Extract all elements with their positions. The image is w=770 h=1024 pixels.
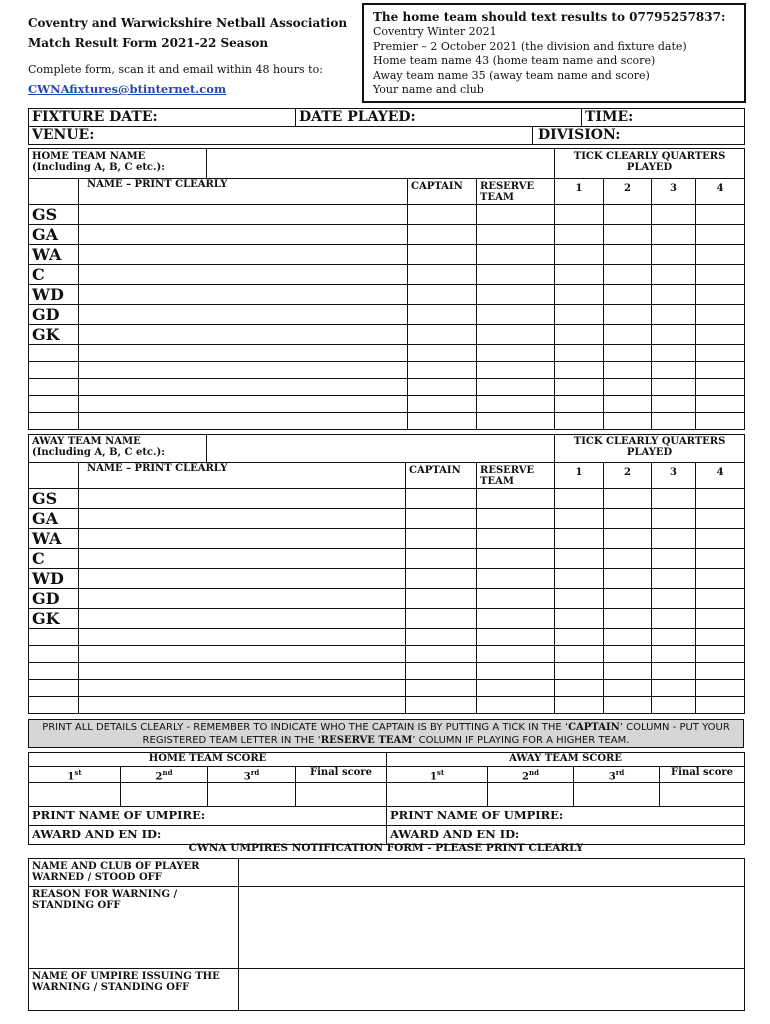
q3-cell[interactable] — [652, 489, 696, 509]
player-name-cell[interactable] — [79, 697, 406, 714]
q3-cell[interactable] — [652, 285, 696, 305]
table-row — [29, 325, 745, 345]
header-blank — [29, 463, 79, 489]
captain-cell[interactable] — [408, 265, 477, 285]
q4-cell[interactable] — [696, 225, 745, 245]
player-name-cell[interactable] — [79, 663, 406, 680]
player-name-cell[interactable] — [79, 345, 408, 362]
q2-cell[interactable] — [604, 379, 652, 396]
captain-cell[interactable] — [408, 325, 477, 345]
q1-cell[interactable] — [555, 509, 604, 529]
position-ga: GA — [29, 509, 79, 529]
q2-cell[interactable] — [604, 663, 652, 680]
venue-field[interactable]: VENUE: — [29, 127, 533, 145]
player-name-cell[interactable] — [79, 509, 406, 529]
umpire-form-title: CWNA UMPIRES NOTIFICATION FORM - PLEASE PRINT CLEARLY — [188, 842, 584, 854]
reserve-cell[interactable] — [477, 305, 555, 325]
player-name-cell[interactable] — [79, 589, 406, 609]
q4-cell[interactable] — [696, 379, 745, 396]
score-table — [28, 752, 745, 845]
q4-cell[interactable] — [696, 609, 745, 629]
home-umpire-name-field[interactable]: PRINT NAME OF UMPIRE: — [29, 807, 387, 826]
player-name-cell[interactable] — [79, 629, 406, 646]
q4-cell[interactable] — [696, 663, 745, 680]
q1-cell[interactable] — [555, 362, 604, 379]
q3-cell[interactable] — [652, 569, 696, 589]
home-team-name-label: HOME TEAM NAME (Including A, B, C etc.): — [29, 149, 207, 179]
player-name-cell[interactable] — [79, 489, 406, 509]
table-row — [29, 589, 745, 609]
player-name-cell[interactable] — [79, 265, 408, 285]
q4-cell[interactable] — [696, 629, 745, 646]
captain-cell[interactable] — [408, 379, 477, 396]
q2-cell[interactable] — [604, 325, 652, 345]
q3-cell[interactable] — [652, 413, 696, 430]
position-c: C — [29, 549, 79, 569]
position-c: C — [29, 265, 79, 285]
player-name-cell[interactable] — [79, 245, 408, 265]
position-wa: WA — [29, 245, 79, 265]
reserve-cell[interactable] — [477, 609, 555, 629]
q1-cell[interactable] — [555, 646, 604, 663]
umpire-notification-table — [28, 858, 745, 1011]
player-warned-input[interactable] — [239, 859, 745, 887]
q2-cell[interactable] — [604, 265, 652, 285]
player-name-cell[interactable] — [79, 285, 408, 305]
q1-cell[interactable] — [555, 379, 604, 396]
q1-cell[interactable] — [555, 305, 604, 325]
captain-cell[interactable] — [406, 663, 477, 680]
q4-cell[interactable] — [696, 325, 745, 345]
table-row — [29, 305, 745, 325]
player-name-cell[interactable] — [79, 379, 408, 396]
q3-cell[interactable] — [652, 529, 696, 549]
table-row — [29, 413, 745, 430]
home-q3-score-input[interactable] — [208, 783, 296, 807]
table-row — [29, 205, 745, 225]
quarter-4-header: 4 — [696, 463, 745, 489]
q2-cell[interactable] — [604, 413, 652, 430]
reserve-cell[interactable] — [477, 265, 555, 285]
table-row — [29, 697, 745, 714]
submit-instruction: Complete form, scan it and email within 48 hours to: — [28, 63, 323, 76]
q1-cell[interactable] — [555, 325, 604, 345]
player-name-cell[interactable] — [79, 569, 406, 589]
reserve-cell[interactable] — [477, 646, 555, 663]
q3-cell[interactable] — [652, 245, 696, 265]
player-name-cell[interactable] — [79, 396, 408, 413]
table-row — [29, 396, 745, 413]
q2-cell[interactable] — [604, 589, 652, 609]
captain-cell[interactable] — [408, 305, 477, 325]
away-team-name-label: AWAY TEAM NAME (Including A, B, C etc.): — [29, 435, 207, 463]
q3-cell[interactable] — [652, 225, 696, 245]
q4-cell[interactable] — [696, 413, 745, 430]
captain-cell[interactable] — [408, 362, 477, 379]
q1-cell[interactable] — [555, 549, 604, 569]
table-row — [29, 285, 745, 305]
warning-reason-label: REASON FOR WARNING / STANDING OFF — [29, 887, 239, 969]
captain-cell[interactable] — [406, 589, 477, 609]
away-final-score-header: Final score — [660, 767, 745, 783]
q4-cell[interactable] — [696, 362, 745, 379]
reserve-cell[interactable] — [477, 285, 555, 305]
position-gk: GK — [29, 609, 79, 629]
player-warned-label: NAME AND CLUB OF PLAYER WARNED / STOOD OFF — [29, 859, 239, 887]
fixture-details-table — [28, 108, 745, 145]
table-row — [29, 509, 745, 529]
q4-cell[interactable] — [696, 245, 745, 265]
notice-line: Your name and club — [373, 83, 484, 97]
quarter-2-header: 2 — [604, 463, 652, 489]
q3-cell[interactable] — [652, 629, 696, 646]
position-gd: GD — [29, 589, 79, 609]
q2-cell[interactable] — [604, 549, 652, 569]
away-q2-score-input[interactable] — [488, 783, 574, 807]
q4-cell[interactable] — [696, 697, 745, 714]
q4-cell[interactable] — [696, 529, 745, 549]
q1-cell[interactable] — [555, 529, 604, 549]
issuing-umpire-input[interactable] — [239, 969, 745, 1011]
table-row — [29, 629, 745, 646]
issuing-umpire-label: NAME OF UMPIRE ISSUING THE WARNING / STANDING OFF — [29, 969, 239, 1011]
home-q3-score-header: 3rd — [208, 767, 296, 783]
reserve-cell[interactable] — [477, 225, 555, 245]
captain-cell[interactable] — [408, 245, 477, 265]
email-link[interactable]: CWNAfixtures@btinternet.com — [28, 82, 227, 96]
position-wd: WD — [29, 569, 79, 589]
reserve-position-cell[interactable] — [29, 629, 79, 646]
q2-cell[interactable] — [604, 305, 652, 325]
table-row — [29, 680, 745, 697]
q2-cell[interactable] — [604, 629, 652, 646]
q1-cell[interactable] — [555, 345, 604, 362]
captain-cell[interactable] — [408, 413, 477, 430]
home-score-title: HOME TEAM SCORE — [29, 753, 387, 767]
notice-line: Premier – 2 October 2021 (the division and fixture date) — [373, 39, 687, 53]
player-name-cell[interactable] — [79, 325, 408, 345]
q2-cell[interactable] — [604, 205, 652, 225]
q4-cell[interactable] — [696, 489, 745, 509]
quarter-4-header: 4 — [696, 179, 745, 205]
captain-cell[interactable] — [406, 489, 477, 509]
q2-cell[interactable] — [604, 697, 652, 714]
table-row — [29, 225, 745, 245]
home-q1-score-header: 1st — [29, 767, 121, 783]
q2-cell[interactable] — [604, 245, 652, 265]
q2-cell[interactable] — [604, 345, 652, 362]
quarter-2-header: 2 — [604, 179, 652, 205]
player-name-cell[interactable] — [79, 205, 408, 225]
reserve-cell[interactable] — [477, 413, 555, 430]
player-name-cell[interactable] — [79, 609, 406, 629]
q1-cell[interactable] — [555, 265, 604, 285]
time-field[interactable]: TIME: — [582, 109, 745, 127]
table-row — [29, 489, 745, 509]
away-final-score-input[interactable] — [660, 783, 745, 807]
q4-cell[interactable] — [696, 285, 745, 305]
reserve-position-cell[interactable] — [29, 396, 79, 413]
q3-cell[interactable] — [652, 509, 696, 529]
q3-cell[interactable] — [652, 663, 696, 680]
form-title: Match Result Form 2021-22 Season — [28, 36, 269, 50]
quarter-1-header: 1 — [555, 463, 604, 489]
q1-cell[interactable] — [555, 609, 604, 629]
q2-cell[interactable] — [604, 225, 652, 245]
captain-column-header: CAPTAIN — [408, 179, 477, 205]
away-team-name-input[interactable] — [207, 435, 555, 463]
name-column-header: NAME – PRINT CLEARLY — [79, 179, 408, 205]
table-row — [29, 345, 745, 362]
player-name-cell[interactable] — [79, 362, 408, 379]
q4-cell[interactable] — [696, 205, 745, 225]
instruction-note: PRINT ALL DETAILS CLEARLY - REMEMBER TO INDICATE WHO THE CAPTAIN IS BY PUTTING A TICK IN THE ‘CAPTAIN’ COLUMN - PUT YOUR REGISTERED TEAM LETTER IN THE ‘RESERVE TEAM’ COLUMN IF PLAYING FOR A HIGHER TEAM. — [28, 719, 744, 748]
reserve-position-cell[interactable] — [29, 663, 79, 680]
q4-cell[interactable] — [696, 549, 745, 569]
table-row — [29, 609, 745, 629]
home-q1-score-input[interactable] — [29, 783, 121, 807]
q2-cell[interactable] — [604, 646, 652, 663]
position-wd: WD — [29, 285, 79, 305]
home-q2-score-input[interactable] — [121, 783, 208, 807]
table-row — [29, 529, 745, 549]
captain-cell[interactable] — [408, 225, 477, 245]
q4-cell[interactable] — [696, 589, 745, 609]
table-row — [29, 663, 745, 680]
q2-cell[interactable] — [604, 529, 652, 549]
q1-cell[interactable] — [555, 663, 604, 680]
reserve-cell[interactable] — [477, 589, 555, 609]
notice-line: Coventry Winter 2021 — [373, 25, 497, 38]
q1-cell[interactable] — [555, 413, 604, 430]
q4-cell[interactable] — [696, 345, 745, 362]
reserve-cell[interactable] — [477, 549, 555, 569]
q3-cell[interactable] — [652, 205, 696, 225]
away-umpire-name-field[interactable]: PRINT NAME OF UMPIRE: — [387, 807, 745, 826]
captain-cell[interactable] — [406, 529, 477, 549]
away-q3-score-header: 3rd — [574, 767, 660, 783]
reserve-cell[interactable] — [477, 629, 555, 646]
quarter-3-header: 3 — [652, 463, 696, 489]
organisation-header — [28, 14, 358, 97]
reserve-position-cell[interactable] — [29, 345, 79, 362]
position-gd: GD — [29, 305, 79, 325]
captain-cell[interactable] — [408, 396, 477, 413]
reserve-cell[interactable] — [477, 245, 555, 265]
q1-cell[interactable] — [555, 697, 604, 714]
q3-cell[interactable] — [652, 680, 696, 697]
position-ga: GA — [29, 225, 79, 245]
q2-cell[interactable] — [604, 285, 652, 305]
q1-cell[interactable] — [555, 205, 604, 225]
q3-cell[interactable] — [652, 305, 696, 325]
quarter-3-header: 3 — [652, 179, 696, 205]
q3-cell[interactable] — [652, 345, 696, 362]
captain-cell[interactable] — [408, 285, 477, 305]
q4-cell[interactable] — [696, 265, 745, 285]
player-name-cell[interactable] — [79, 305, 408, 325]
q3-cell[interactable] — [652, 549, 696, 569]
captain-cell[interactable] — [406, 569, 477, 589]
q1-cell[interactable] — [555, 489, 604, 509]
org-name: Coventry and Warwickshire Netball Association — [28, 16, 348, 30]
q4-cell[interactable] — [696, 680, 745, 697]
table-row — [29, 265, 745, 285]
q3-cell[interactable] — [652, 325, 696, 345]
away-q1-score-header: 1st — [387, 767, 488, 783]
reserve-cell[interactable] — [477, 509, 555, 529]
reserve-cell[interactable] — [477, 489, 555, 509]
table-row — [29, 646, 745, 663]
name-column-header: NAME – PRINT CLEARLY — [79, 463, 406, 489]
fixture-date-field[interactable]: FIXTURE DATE: — [29, 109, 296, 127]
away-team-table — [28, 434, 745, 714]
warning-reason-input[interactable] — [239, 887, 745, 969]
reserve-cell[interactable] — [477, 362, 555, 379]
q3-cell[interactable] — [652, 609, 696, 629]
table-row — [29, 549, 745, 569]
player-name-cell[interactable] — [79, 646, 406, 663]
position-gs: GS — [29, 205, 79, 225]
captain-cell[interactable] — [406, 680, 477, 697]
q4-cell[interactable] — [696, 305, 745, 325]
q2-cell[interactable] — [604, 680, 652, 697]
reserve-position-cell[interactable] — [29, 646, 79, 663]
q1-cell[interactable] — [555, 285, 604, 305]
q1-cell[interactable] — [555, 680, 604, 697]
captain-cell[interactable] — [408, 205, 477, 225]
player-name-cell[interactable] — [79, 549, 406, 569]
division-field[interactable]: DIVISION: — [533, 127, 745, 145]
player-name-cell[interactable] — [79, 413, 408, 430]
reserve-cell[interactable] — [477, 680, 555, 697]
captain-cell[interactable] — [406, 697, 477, 714]
captain-cell[interactable] — [408, 345, 477, 362]
home-tick-quarters-label: TICK CLEARLY QUARTERS PLAYED — [555, 149, 745, 179]
reserve-position-cell[interactable] — [29, 680, 79, 697]
away-tick-quarters-label: TICK CLEARLY QUARTERS PLAYED — [555, 435, 745, 463]
home-team-table — [28, 148, 745, 430]
captain-column-header: CAPTAIN — [406, 463, 477, 489]
player-name-cell[interactable] — [79, 529, 406, 549]
date-played-field[interactable]: DATE PLAYED: — [296, 109, 582, 127]
q2-cell[interactable] — [604, 489, 652, 509]
q1-cell[interactable] — [555, 225, 604, 245]
position-gk: GK — [29, 325, 79, 345]
reserve-cell[interactable] — [477, 379, 555, 396]
q3-cell[interactable] — [652, 379, 696, 396]
table-row — [29, 245, 745, 265]
q2-cell[interactable] — [604, 362, 652, 379]
reserve-cell[interactable] — [477, 345, 555, 362]
reserve-cell[interactable] — [477, 569, 555, 589]
reserve-position-cell[interactable] — [29, 697, 79, 714]
home-final-score-input[interactable] — [296, 783, 387, 807]
q2-cell[interactable] — [604, 609, 652, 629]
q1-cell[interactable] — [555, 245, 604, 265]
notice-line: Away team name 35 (away team name and score) — [373, 68, 650, 82]
reserve-position-cell[interactable] — [29, 413, 79, 430]
q4-cell[interactable] — [696, 396, 745, 413]
away-umpire-award-field[interactable]: AWARD AND EN ID: — [387, 826, 745, 845]
q3-cell[interactable] — [652, 396, 696, 413]
q1-cell[interactable] — [555, 569, 604, 589]
q2-cell[interactable] — [604, 396, 652, 413]
reserve-cell[interactable] — [477, 529, 555, 549]
notice-heading: The home team should text results to 07795257837: — [373, 10, 726, 24]
away-q2-score-header: 2nd — [488, 767, 574, 783]
away-score-title: AWAY TEAM SCORE — [387, 753, 745, 767]
player-name-cell[interactable] — [79, 225, 408, 245]
table-row — [29, 362, 745, 379]
q3-cell[interactable] — [652, 362, 696, 379]
reserve-cell[interactable] — [477, 663, 555, 680]
captain-cell[interactable] — [406, 629, 477, 646]
q3-cell[interactable] — [652, 265, 696, 285]
captain-cell[interactable] — [406, 609, 477, 629]
reserve-cell[interactable] — [477, 396, 555, 413]
q1-cell[interactable] — [555, 396, 604, 413]
table-row — [29, 379, 745, 396]
captain-cell[interactable] — [406, 549, 477, 569]
q2-cell[interactable] — [604, 569, 652, 589]
table-row — [29, 569, 745, 589]
home-team-name-input[interactable] — [207, 149, 555, 179]
home-umpire-award-field[interactable]: AWARD AND EN ID: — [29, 826, 387, 845]
text-results-notice — [362, 3, 746, 103]
q4-cell[interactable] — [696, 509, 745, 529]
q3-cell[interactable] — [652, 646, 696, 663]
captain-cell[interactable] — [406, 509, 477, 529]
header-blank — [29, 179, 79, 205]
q3-cell[interactable] — [652, 697, 696, 714]
reserve-position-cell[interactable] — [29, 379, 79, 396]
position-wa: WA — [29, 529, 79, 549]
player-name-cell[interactable] — [79, 680, 406, 697]
captain-cell[interactable] — [406, 646, 477, 663]
q1-cell[interactable] — [555, 629, 604, 646]
reserve-team-column-header: RESERVE TEAM — [477, 179, 555, 205]
away-q3-score-input[interactable] — [574, 783, 660, 807]
q4-cell[interactable] — [696, 569, 745, 589]
notice-line: Home team name 43 (home team name and score) — [373, 54, 656, 68]
q4-cell[interactable] — [696, 646, 745, 663]
reserve-team-column-header: RESERVE TEAM — [477, 463, 555, 489]
home-final-score-header: Final score — [296, 767, 387, 783]
reserve-cell[interactable] — [477, 205, 555, 225]
reserve-cell[interactable] — [477, 697, 555, 714]
position-gs: GS — [29, 489, 79, 509]
reserve-position-cell[interactable] — [29, 362, 79, 379]
q1-cell[interactable] — [555, 589, 604, 609]
reserve-cell[interactable] — [477, 325, 555, 345]
away-q1-score-input[interactable] — [387, 783, 488, 807]
q2-cell[interactable] — [604, 509, 652, 529]
home-q2-score-header: 2nd — [121, 767, 208, 783]
quarter-1-header: 1 — [555, 179, 604, 205]
q3-cell[interactable] — [652, 589, 696, 609]
